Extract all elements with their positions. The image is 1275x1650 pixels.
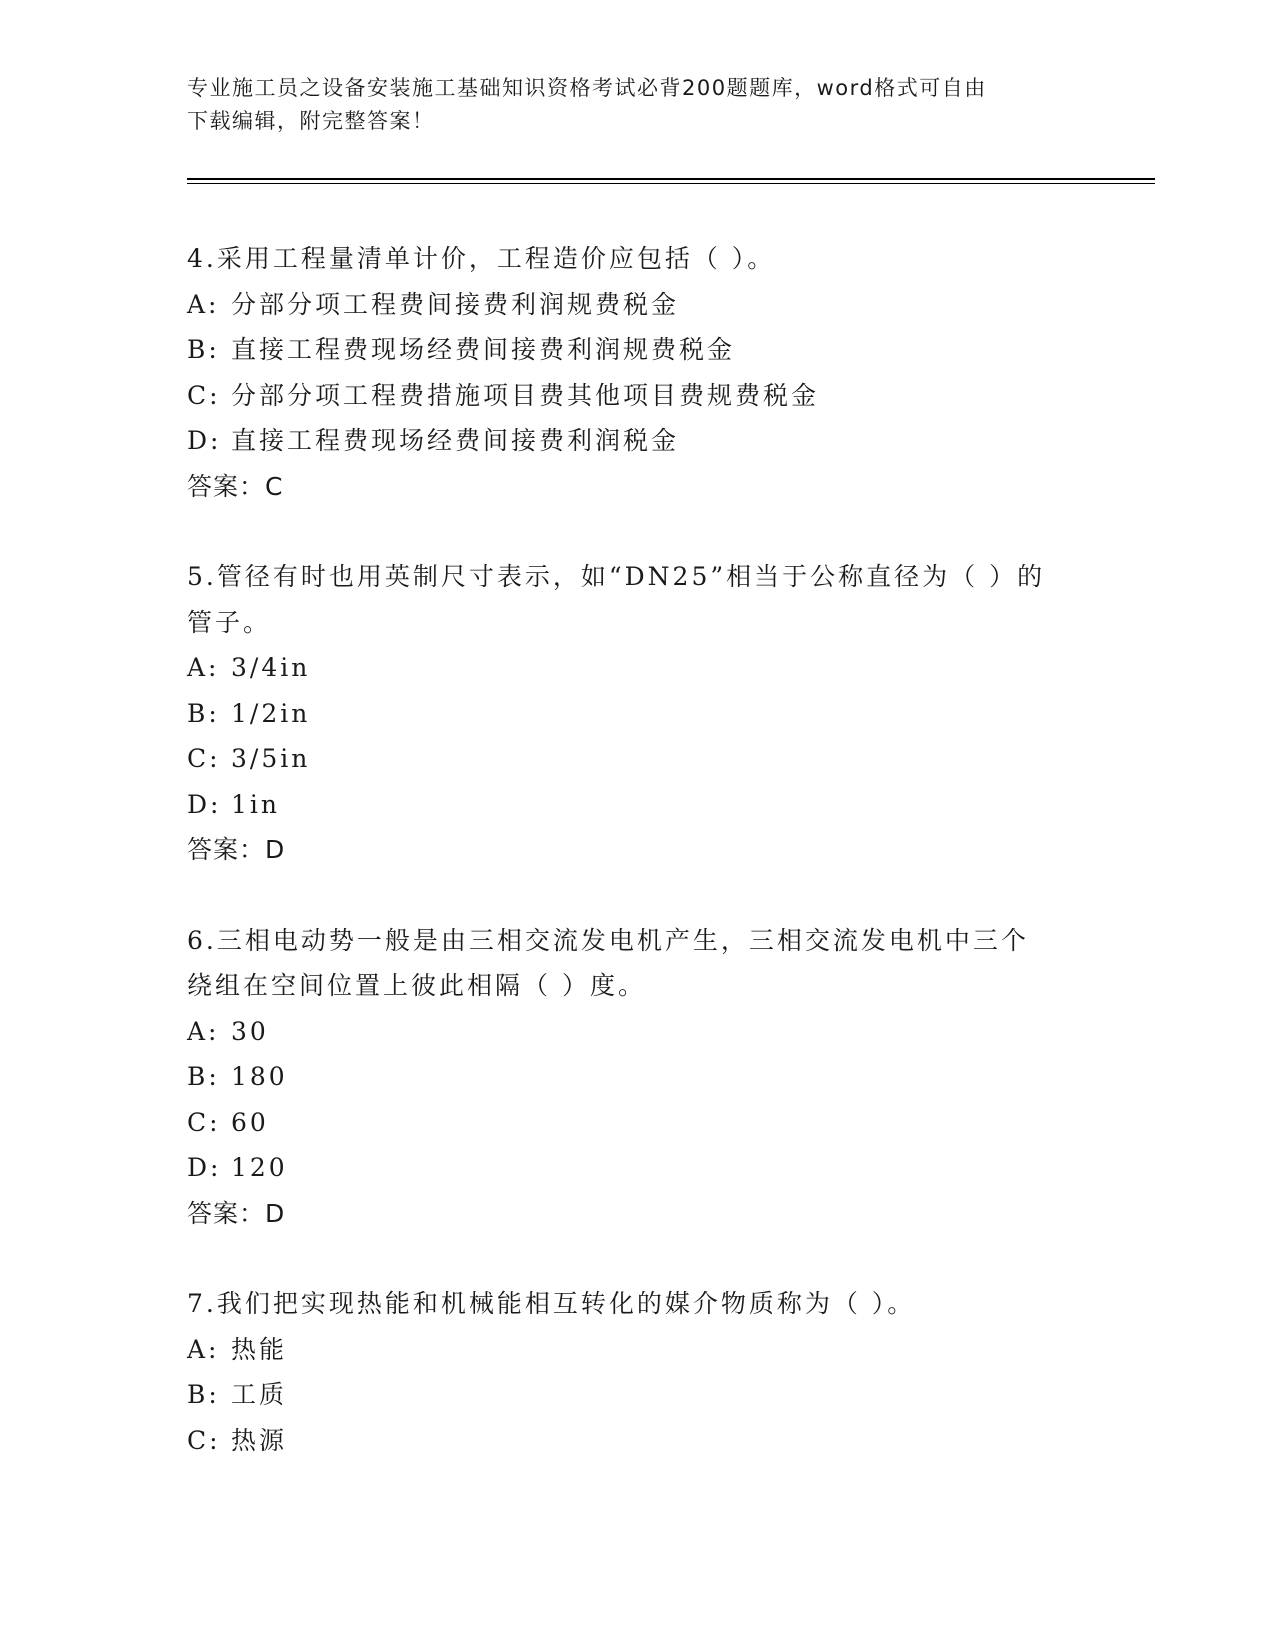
- option-key: D:: [187, 789, 222, 819]
- option-text: 热源: [231, 1425, 288, 1455]
- option-text: 60: [231, 1107, 269, 1137]
- option-key: B:: [187, 1062, 220, 1091]
- header-divider-thick: [187, 178, 1155, 180]
- option-c: [187, 1100, 1087, 1146]
- answer-line: 答案：C: [187, 471, 284, 501]
- header-title-line-1: 专业施工员之设备安装施工基础知识资格考试必背200题题库，word格式可自由: [187, 76, 987, 100]
- question-stem-continued: 绕组在空间位置上彼此相隔（ ）度。: [187, 971, 646, 1000]
- option-a: [187, 645, 1087, 691]
- option-d: [187, 418, 1087, 464]
- question-list: [187, 236, 1087, 1508]
- option-text: 热能: [231, 1334, 288, 1364]
- option-key: B:: [187, 1380, 220, 1409]
- option-key: B:: [187, 698, 220, 728]
- option-d: [187, 782, 1087, 828]
- question-stem: 4.采用工程量清单计价，工程造价应包括（ ）。: [187, 244, 776, 273]
- option-key: C:: [187, 744, 221, 773]
- option-text: 直接工程费现场经费间接费利润规费税金: [231, 335, 736, 364]
- option-key: C:: [187, 1425, 221, 1455]
- option-text: 180: [231, 1062, 288, 1091]
- option-key: D:: [187, 1153, 222, 1182]
- option-key: A:: [187, 1334, 220, 1364]
- option-a: [187, 1009, 1087, 1055]
- option-c: [187, 736, 1087, 782]
- option-key: A:: [187, 1016, 220, 1046]
- option-key: C:: [187, 1107, 221, 1137]
- option-text: 3/5in: [231, 744, 311, 773]
- option-key: D:: [187, 426, 222, 455]
- question-6: [187, 918, 1087, 1237]
- answer-line: 答案：D: [187, 835, 286, 864]
- option-d: [187, 1145, 1087, 1191]
- option-text: 分部分项工程费间接费利润规费税金: [231, 289, 680, 319]
- option-text: 直接工程费现场经费间接费利润税金: [231, 426, 680, 455]
- option-text: 1in: [231, 789, 281, 819]
- question-5: [187, 554, 1087, 873]
- option-key: A:: [187, 289, 220, 319]
- option-text: 120: [231, 1153, 288, 1182]
- question-stem: 6.三相电动势一般是由三相交流发电机产生，三相交流发电机中三个: [187, 925, 1029, 955]
- option-text: 工质: [231, 1380, 288, 1409]
- header-title-line-2: 下载编辑，附完整答案！: [187, 109, 435, 133]
- option-key: C:: [187, 380, 221, 410]
- option-b: [187, 327, 1087, 373]
- option-b: [187, 1372, 1087, 1418]
- header-divider-thin: [187, 183, 1155, 184]
- question-stem: 7.我们把实现热能和机械能相互转化的媒介物质称为（ ）。: [187, 1289, 916, 1318]
- document-header: [187, 72, 1087, 138]
- option-a: [187, 282, 1087, 328]
- option-text: 分部分项工程费措施项目费其他项目费规费税金: [231, 380, 820, 410]
- question-4: [187, 236, 1087, 509]
- option-b: [187, 691, 1087, 737]
- question-stem: 5.管径有时也用英制尺寸表示，如“DN25”相当于公称直径为（ ）的: [187, 562, 1046, 591]
- option-key: B:: [187, 335, 220, 364]
- option-b: [187, 1054, 1087, 1100]
- option-c: [187, 373, 1087, 419]
- question-7: [187, 1281, 1087, 1463]
- option-text: 30: [231, 1016, 269, 1046]
- option-a: [187, 1327, 1087, 1373]
- option-key: A:: [187, 653, 220, 682]
- option-text: 1/2in: [231, 698, 311, 728]
- option-text: 3/4in: [231, 653, 311, 682]
- answer-line: 答案：D: [187, 1198, 286, 1228]
- option-c: [187, 1418, 1087, 1464]
- question-stem-continued: 管子。: [187, 607, 272, 637]
